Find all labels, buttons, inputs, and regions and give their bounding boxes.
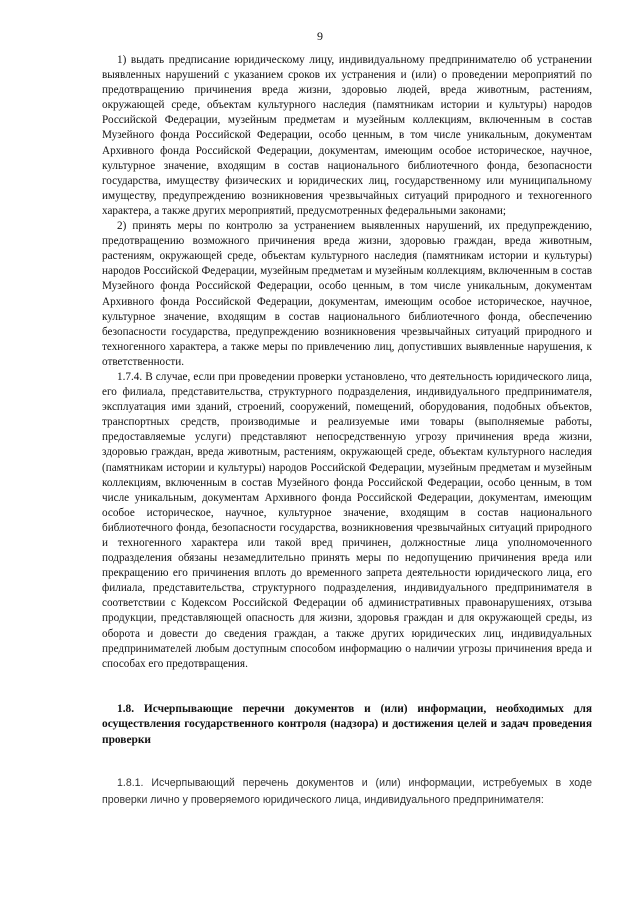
paragraph-1-8-1: 1.8.1. Исчерпывающий перечень документов и (или) информации, истребуемых в ходе проверки лично у проверяемого юридического лица, индивидуального предпринимателя: (102, 777, 592, 807)
section-heading-1-8: 1.8. Исчерпывающие перечни документов и (или) информации, необходимых для осуществления государственного контроля (надзора) и достижения целей и задач проведения проверки (102, 702, 592, 746)
document-body (102, 53, 592, 809)
paragraph-item-1: 1) выдать предписание юридическому лицу, индивидуальному предпринимателю об устранении выявленных нарушений с указанием сроков их устранения и (или) о проведении мероприятий по предотвращению причинения вреда жизни, здоровью людей, вреда животным, растениям, окружающей среде, объектам культурного наследия (памятникам истории и культуры) народов Российской Федерации, музейным предметам и музейным коллекциям, включенным в состав Музейного фонда Российской Федерации, особо ценным, в том числе уникальным, документам Архивного фонда Российской Федерации, документам, имеющим особое историческое, научное, культурное значение, входящим в состав национального библиотечного фонда, безопасности государства, имуществу физических и юридических лиц, государственному или муниципальному имуществу, предупреждению возникновения чрезвычайных ситуаций природного и техногенного характера, а также других мероприятий, предусмотренных федеральными законами; (102, 54, 592, 217)
paragraph-1-7-4: 1.7.4. В случае, если при проведении проверки установлено, что деятельность юридического лица, его филиала, представительства, структурного подразделения, индивидуального предпринимателя, эксплуатация ими зданий, строений, сооружений, помещений, оборудования, подобных объектов, транспортных средств, производимые и реализуемые ими товары (выполняемые работы, предоставляемые услуги) представляют непосредственную угрозу причинения вреда жизни, здоровью граждан, вреда животным, растениям, окружающей среде, объектам культурного наследия (памятникам истории и культуры) народов Российской Федерации, музейным предметам и музейным коллекциям, включенным в состав Музейного фонда Российской Федерации, особо ценным, в том числе уникальным, документам Архивного фонда Российской Федерации, документам, имеющим особое историческое, научное, культурное значение, входящим в состав национального библиотечного фонда, безопасности государства, возникновения чрезвычайных ситуаций природного и техногенного характера или такой вред причинен, должностные лица уполномоченного подразделения обязаны незамедлительно принять меры по недопущению причинения вреда или прекращению его причинения вплоть до временного запрета деятельности юридического лица, его филиала, представительства, структурного подразделения, индивидуального предпринимателя в соответствии с Кодексом Российской Федерации об административных правонарушениях, отзыва продукции, представляющей опасность для жизни, здоровья граждан и для окружающей среды, из оборота и довести до сведения граждан, а также других юридических лиц, индивидуальных предпринимателей любым доступным способом информацию о наличии угрозы причинения вреда и способах его предотвращения. (102, 370, 592, 670)
page-number: 9 (317, 29, 323, 43)
paragraph-item-2: 2) принять меры по контролю за устранением выявленных нарушений, их предупреждению, предотвращению возможного причинения вреда жизни, здоровью граждан, вреда животным, растениям, окружающей среде, объектам культурного наследия (памятникам истории и культуры) народов Российской Федерации, музейным предметам и музейным коллекциям, включенным в состав Музейного фонда Российской Федерации, особо ценным, в том числе уникальным, документам Архивного фонда Российской Федерации, документам, имеющим особое историческое, научное, культурное значение, входящим в состав национального библиотечного фонда, обеспечению безопасности государства, предупреждению возникновения чрезвычайных ситуаций природного и техногенного характера, а также меры по привлечению лиц, допустивших выявленные нарушения, к ответственности. (102, 220, 592, 368)
